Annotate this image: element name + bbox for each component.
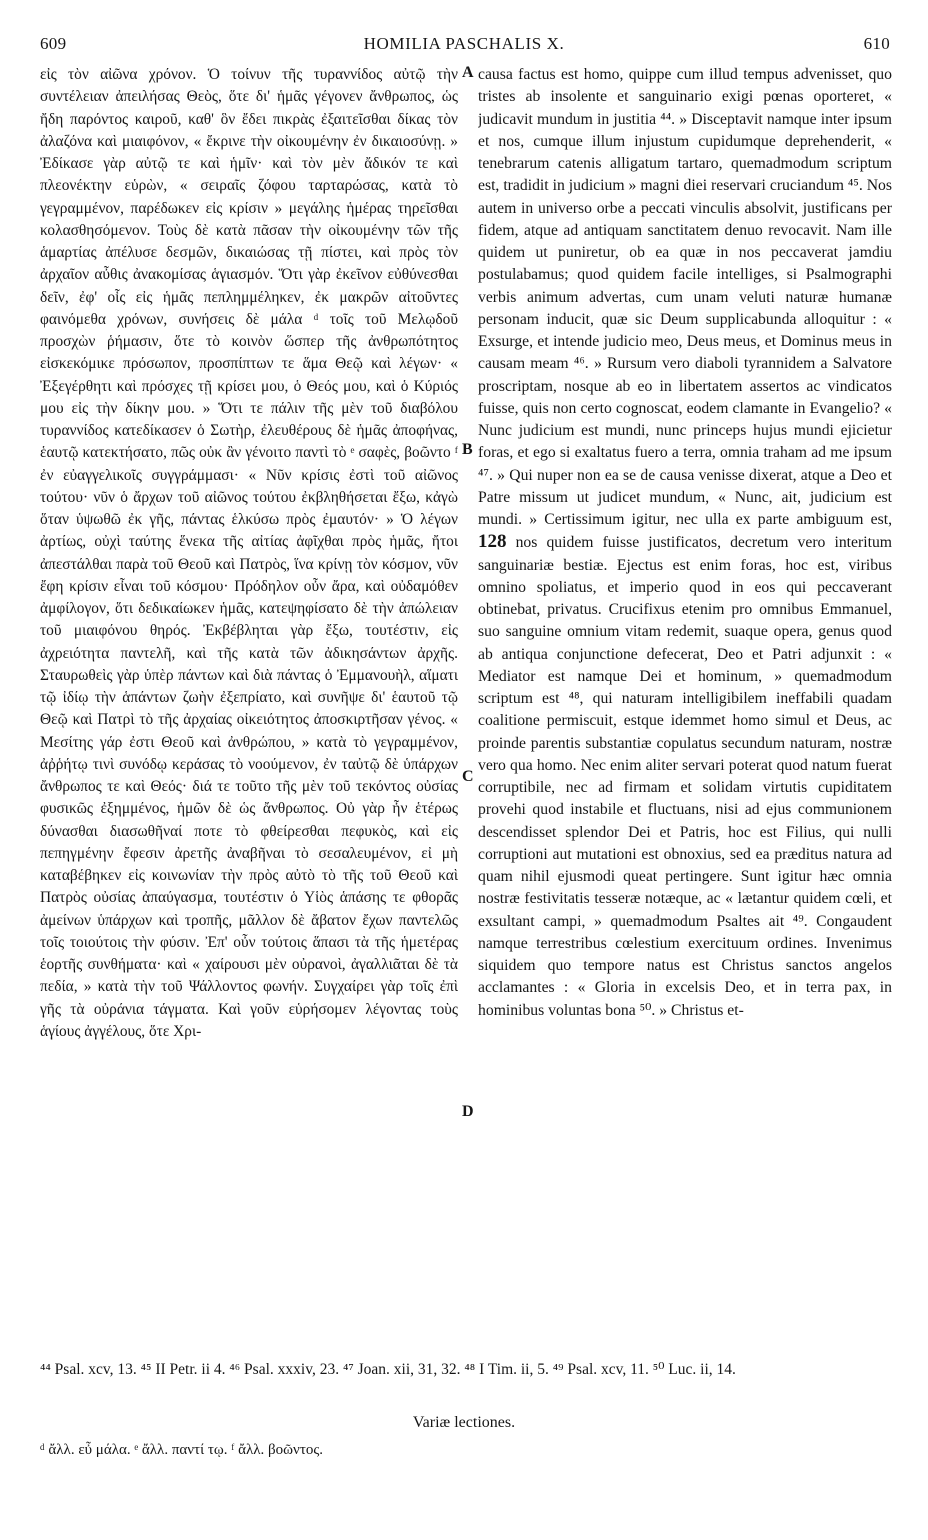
latin-text xyxy=(478,64,892,1022)
margin-letter-a: A xyxy=(462,64,474,81)
section-number: 128 xyxy=(478,531,507,553)
latin-text-part-1: causa factus est homo, quippe cum illud tempus advenisset, quo tristes ab insolente et sanguinario exigi pœnas oporteret, « judicavit mundum in justitia ⁴⁴. » Disceptavit namque inter ipsum et nos, cumque illum injustum cupidumque deprehenderit, « tenebrarum catenis alligatum tartaro, quemadmodum scriptum est, tradidit in judicium » magni diei reservari cruciandum ⁴⁵. Nos autem in universo orbe a peccati vinculis absolvit, justificans per fidem, atque ad antiquam sanctitatem denuo revocavit. Nam ille quidem ut puniretur, ob ea quæ in nos peccaverat jamdiu postulabamus; quod quidem facile intelliges, si Psalmographi verbis animum advertas, cum unam veluti naturæ humanæ personam inducit, quæ sic Deum supplicabunda alloquitur : « Exsurge, et intende judicio meo, Deus meus, et Dominus meus in causam meam ⁴⁶. » Rursum vero diaboli tyrannidem a Salvatore proscriptam, nosque ab eo in libertatem assertos ac vindicatos fuisse, quis non certo cognoscat, eodem clamante in Evangelio? « Nunc judicium est mundi, nunc princeps hujus mundi ejicietur foras, et ego si exaltatus fuero a terra, omnia traham ad me ipsum ⁴⁷. » Qui nuper non ea se de causa venisse dixerat, atque a Deo et Patre missum ut judicet mundum, « Nunc, ait, judicium est mundi. » Certissimum igitur, nec ulla ex parte ambiguum est, xyxy=(478,66,892,528)
margin-letter-c: C xyxy=(462,768,474,785)
right-page-number: 610 xyxy=(863,34,890,53)
running-title: HOMILIA PASCHALIS X. xyxy=(363,34,565,53)
variae-lectiones-heading: Variæ lectiones. xyxy=(412,1414,516,1431)
greek-column xyxy=(40,64,458,1346)
greek-text: εἰς τὸν αἰῶνα χρόνον. Ὁ τοίνυν τῆς τυραννίδος αὐτῷ τὴν συντέλειαν ἀπειλήσας Θεὸς, ὅτε δι' ἡμᾶς γέγονεν ἄνθρωπος, ὡς ἤδη παρόντος καιροῦ, καθ' ὃν ἔδει πικρὰς ἐξαιτεῖσθαι δίκας τὸν ἀλαζόνα καὶ μιαιφόνον, « ἔκρινε τὴν οἰκουμένην ἐν δικαιοσύνῃ. » Ἐδίκασε γὰρ αὐτῷ τε καὶ ἡμῖν· καὶ τὸν μὲν ἄδικόν τε καὶ πλεονέκτην εὑρὼν, « σειραῖς ζόφου ταρταρώσας, κατὰ τὸ γεγραμμένον, παρέδωκεν εἰς κρίσιν » μεγάλης ἡμέρας τηρεῖσθαι κολασθησόμενον. Τοὺς δὲ κατὰ πᾶσαν τὴν οἰκουμένην τῶν τῆς ἁμαρτίας ἀπέλυσε δεσμῶν, δικαιώσας τῇ πίστει, καὶ πρὸς τὸν ἀρχαῖον αὖθις ἀνακομίσας ἁγιασμόν. Ὅτι γὰρ ἐκεῖνον εὐθύνεσθαι δεῖν, ἐφ' οἷς εἰς ἡμᾶς πεπλημμέληκεν, ἐκ μακρῶν αἰτοῦντες φαινόμεθα χρόνων, συνήσεις δὲ μάλα ᵈ τοῖς τοῦ Μελῳδοῦ προσχὼν ῥήμασιν, ὅτε τὸ κοινὸν ὥσπερ τῆς ἀνθρωπότητος εἰσκεκόμικε πρόσωπον, προσπίπτων τε ἅμα Θεῷ καὶ λέγων· « Ἐξεγέρθητι καὶ πρόσχες τῇ κρίσει μου, ὁ Θεός μου, καὶ ὁ Κύριός μου εἰς τὴν δίκην μου. » Ὅτι τε πάλιν τῆς μὲν τοῦ διαβόλου τυραννίδος κατεδίκασεν ὁ Σωτὴρ, ἐλευθέρους δὲ ἡμᾶς ἀποφήνας, ἑαυτῷ κατεκτήσατο, πῶς οὐκ ἂν γένοιτο παντὶ τὸ ᵉ σαφὲς, βοῶντο ᶠ ἐν εὐαγγελικοῖς συγγράμμασι· « Νῦν κρίσις ἐστὶ τοῦ αἰῶνος τούτου· νῦν ὁ ἄρχων τοῦ αἰῶνος τούτου ἐκβληθήσεται ἔξω, κἀγὼ ὅταν ὑψωθῶ ἐκ γῆς, πάντας ἑλκύσω πρὸς ἐμαυτόν· » Ὁ λέγων ἀρτίως, οὐχὶ ταύτης ἕνεκα τῆς αἰτίας ἀφῖχθαι πρὸς ἡμᾶς, ἤτοι ἀπεστάλθαι παρὰ τοῦ Θεοῦ καὶ Πατρὸς, ἵνα κρίνῃ τὸν κόσμον, νῦν ἔφη κρίσιν εἶναι τοῦ κόσμου· Πρόδηλον οὖν ἄρα, καὶ οὐδαμόθεν ἀμφίλογον, ὅτι δεδικαίωκεν ἡμᾶς, κατεψηφίσατο δὲ τὴν ἀπώλειαν τοῦ μιαιφόνου θηρός. Ἐκβέβληται γὰρ ἔξω, τουτέστιν, εἰς ἀχρειότητα παντελῆ, καὶ τῆς κατὰ τῶν ἀδικησάντων ἀρχῆς. Σταυρωθεὶς γὰρ ὑπὲρ πάντων καὶ διὰ πάντας ὁ Ἐμμανουὴλ, αἵματι τῷ ἰδίῳ τὴν ἁπάντων ζωὴν ἐξεπρίατο, καὶ συνῆψε δι' ἑαυτοῦ τῷ Θεῷ καὶ Πατρὶ τὸ τῆς ἀρχαίας οἰκειότητος ἀποσκιρτῆσαν γένος. « Μεσίτης γάρ ἐστι Θεοῦ καὶ ἀνθρώπου, » κατὰ τὸ γεγραμμένον, ἀῤῥήτῳ τινὶ συνόδῳ κεράσας τὸ νοούμενον, ἐν ταὐτῷ δὲ ὑπάρχων ἄνθρωπος τε καὶ Θεός· διά τε τοῦτο τῆς μὲν τοῦ τεκόντος οὐσίας φυσικῶς ἐξημμένος, ἡμῶν δὲ ὡς ἄνθρωπος. Οὐ γὰρ ἦν ἑτέρως δύνασθαι διασωθῆναί ποτε τὸ φθείρεσθαι πεφυκὸς, καὶ εἰς πεπηγμένην ἔφεσιν ἀρετῆς ἀναβῆναι τὸ σεσαλευμένον, εἰ μὴ καταβέβηκεν εἰς κοινωνίαν τὴν πρὸς αὐτὸ τὸ τῆς τοῦ Θεοῦ καὶ Πατρὸς οὐσίας ἀπαύγασμα, τουτέστιν ὁ Υἱὸς ἁπάσης τε φθορᾶς ἀμείνων ὑπάρχων καὶ τροπῆς, μᾶλλον δὲ ἄβατον ἔχων παντελῶς τοῖς τοιούτοις τὴν φύσιν. Ἐπ' οὖν τούτοις ἅπασι τὰ τῆς ἡμετέρας ἑορτῆς συνθήματα· καὶ « χαίρουσι μὲν οὐρανοὶ, ἀγαλλιᾶται δὲ τὰ πεδία, » κατὰ τὴν τοῦ Ψάλλοντος φωνήν. Συγχαίρει γὰρ τοῖς ἐπὶ γῆς τὰ οὐράνια τάγματα. Καὶ γοῦν εὑρήσομεν λέγοντας τοὺς ἁγίους ἀγγέλους, ὅτε Χρι- xyxy=(40,66,458,1040)
footnotes: ⁴⁴ Psal. xcv, 13. ⁴⁵ II Petr. ii 4. ⁴⁶ Psal. xxxiv, 23. ⁴⁷ Joan. xii, 31, 32. ⁴⁸ I Tim. ii, 5. ⁴⁹ Psal. xcv, 11. ⁵⁰ Luc. ii, 14. xyxy=(40,1361,736,1378)
variae-lectiones: ᵈ ἄλλ. εὖ μάλα. ᵉ ἄλλ. παντί τῳ. ᶠ ἄλλ. βοῶντος. xyxy=(40,1442,324,1458)
margin-letter-d: D xyxy=(462,1103,474,1120)
left-page-number: 609 xyxy=(40,34,67,53)
margin-letter-b: B xyxy=(462,441,473,458)
latin-column xyxy=(478,64,892,1346)
latin-text-part-2: nos quidem fuisse justificatos, decretum vero interitum sanguinariæ bestiæ. Ejectus est enim foras, hoc est, viribus omnino spoliatus, et imperio quod in eos qui peccaverant obtinebat, privatus. Crucifixus etenim pro omnibus Emmanuel, suo sanguine omnium vitam redemit, suaque opera, genus quod ab antiqua conjunctione defecerat, Deo et Patri adjunxit : « Mediator est namque Dei et hominum, » quemadmodum scriptum est ⁴⁸, qui naturam intelligibilem ineffabili quadam coalitione permiscuit, estque idemmet homo simul et Deus, ac proinde parentis substantiæ copulatus secundum naturam, nostræ vero qua homo. Nec enim aliter servari poterat quod natum fuerat corruptibile, nec ad firmam et solidam virtutis cupiditatem provehi quod instabile et fluctuans, nisi ad ejus communionem descendisset splendor Dei et Patris, hoc est Filius, qui nulli corruptioni aut mutationi est obnoxius, sed ea præditus natura ad quam nihil ejusmodi queat pertingere. Sunt igitur hæc omnia nostræ festivitatis tesseræ notæque, ac « lætantur quidem cœli, et exsultant campi, » quemadmodum Psaltes ait ⁴⁹. Congaudent namque terrestribus cœlestium exercituum ordines. Invenimus siquidem quo tempore natus est Christus sanctos angelos acclamantes : « Gloria in excelsis Deo, et in terra pax, in hominibus voluntas bona ⁵⁰. » Christus et- xyxy=(478,534,892,1019)
